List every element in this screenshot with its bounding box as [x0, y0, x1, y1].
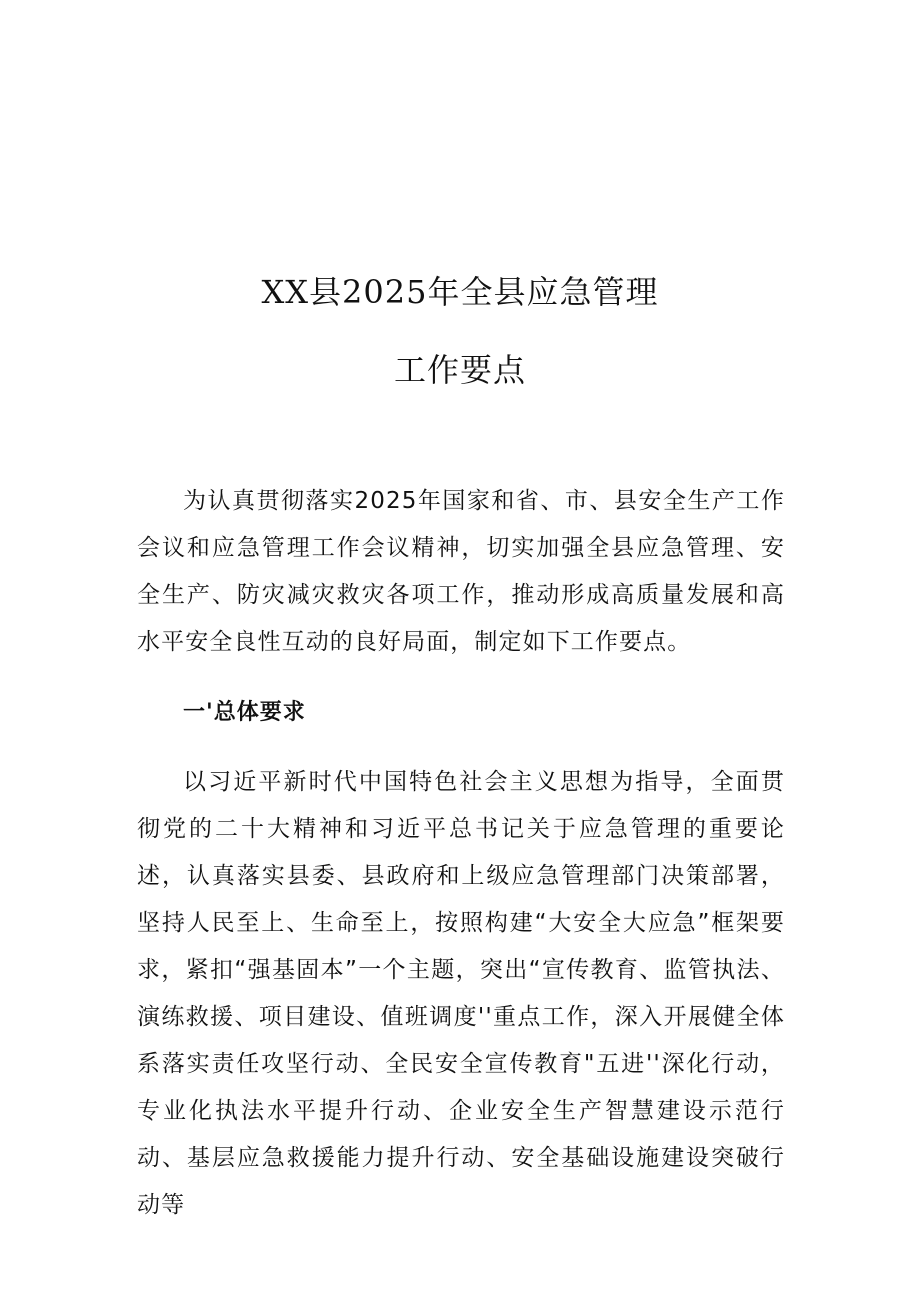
section-paragraph: 以习近平新时代中国特色社会主义思想为指导，全面贯彻党的二十大精神和习近平总书记关于应急管理的重要论述，认真落实县委、县政府和上级应急管理部门决策部署，坚持人民至上、生命至上，按照构建“大安全大应急”框架要求，紧扣“强基固本”一个主题，突出“宣传教育、监管执法、演练救援、项目建设、值班调度''重点工作，深入开展健全体系落实责任攻坚行动、全民安全宣传教育"五进''深化行动，专业化执法水平提升行动、企业安全生产智慧建设示范行动、基层应急救援能力提升行动、安全基础设施建设突破行动等	[137, 769, 785, 1218]
document-body	[137, 478, 785, 1229]
document-title-line-1: XX县2025年全县应急管理	[261, 273, 659, 311]
section-heading-overall-requirements: 一'总体要求	[183, 700, 306, 725]
intro-paragraph: 为认真贯彻落实2025年国家和省、市、县安全生产工作会议和应急管理工作会议精神，切实加强全县应急管理、安全生产、防灾减灾救灾各项工作，推动形成高质量发展和高水平安全良性互动的良好局面，制定如下工作要点。	[137, 488, 785, 655]
document-title-line-2: 工作要点	[393, 351, 526, 389]
